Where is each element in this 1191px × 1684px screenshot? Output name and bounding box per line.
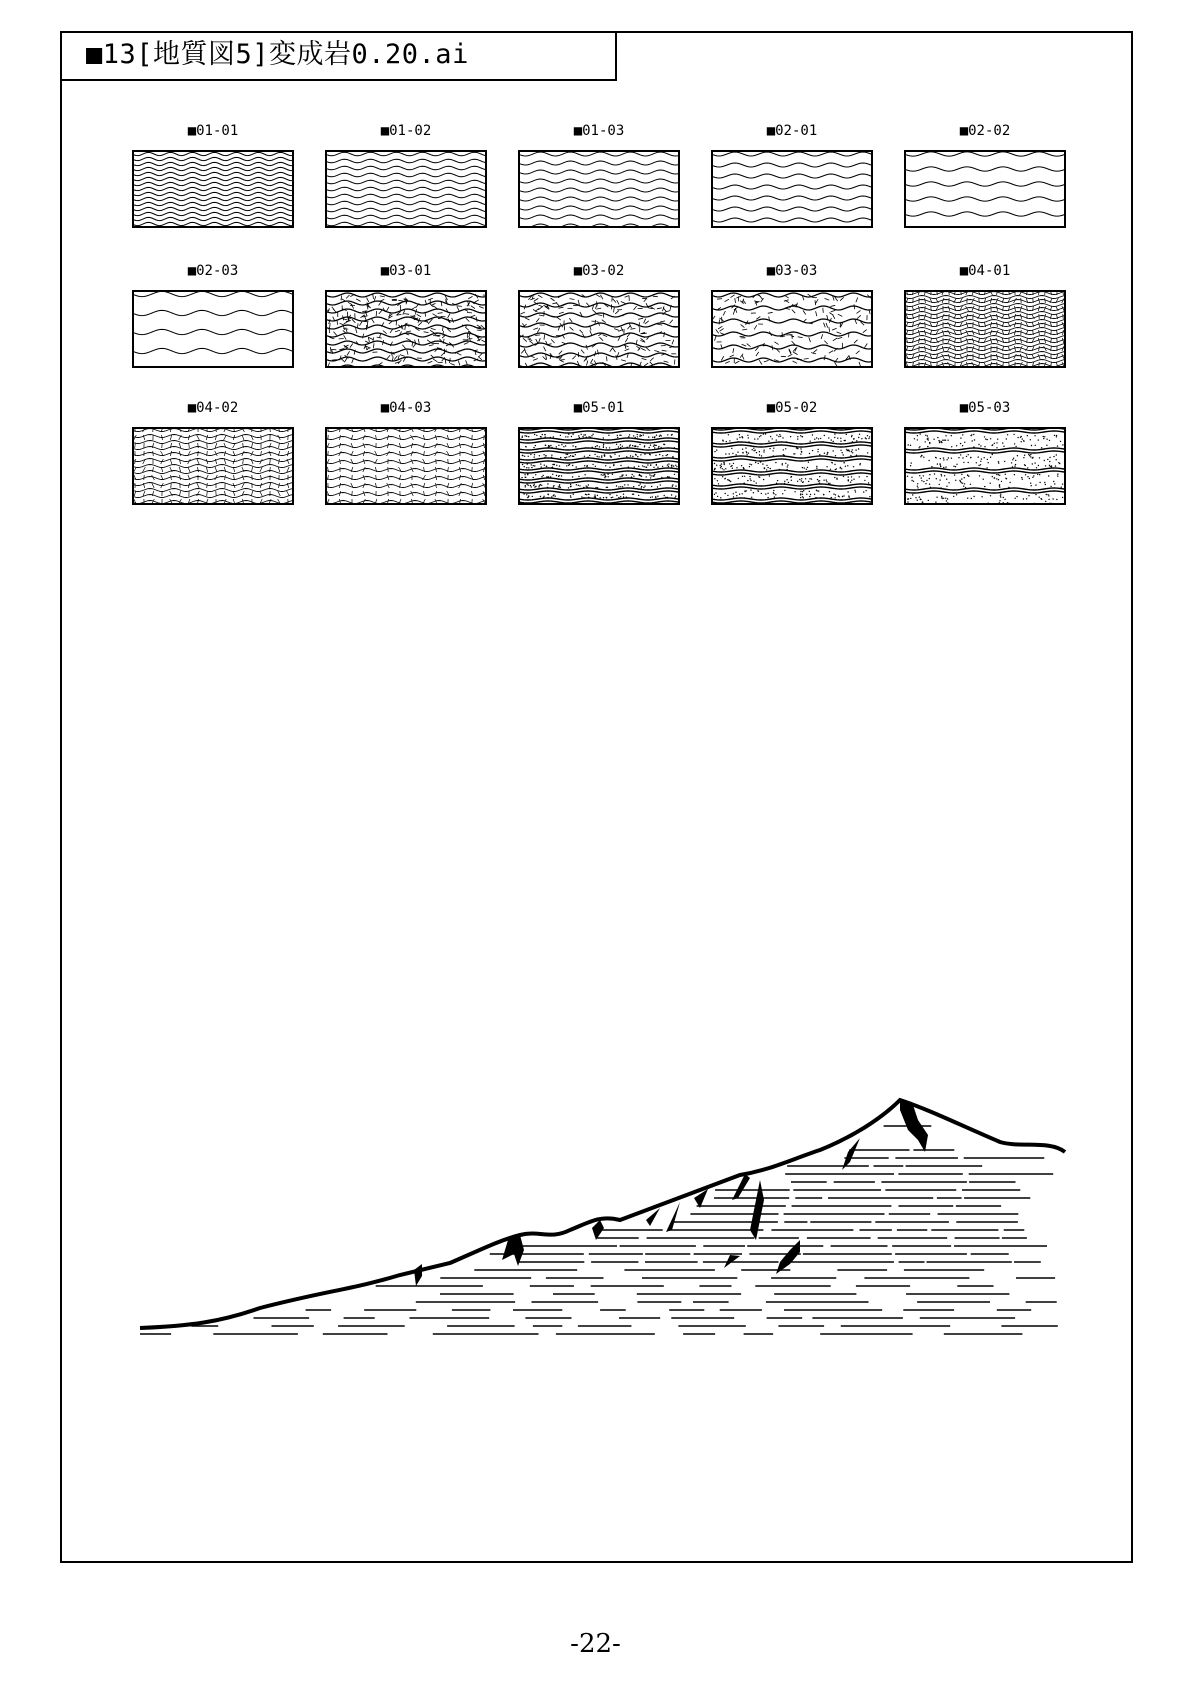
mountain-silhouette-icon — [100, 1090, 1080, 1390]
swatch-pattern-wavy-lines-with-dense-dashes — [325, 290, 487, 368]
swatch-label: ■04-03 — [380, 400, 432, 416]
swatch-pattern-sparse-wavy-crosshatch — [325, 427, 487, 505]
swatch-pattern-wavy-lines-with-dashes — [518, 290, 680, 368]
swatch-label: ■03-02 — [573, 263, 625, 279]
swatch-pattern-sparse-wavy-lines — [711, 150, 873, 228]
swatch-label: ■01-03 — [573, 123, 625, 139]
swatch-pattern-dense-wavy-lines — [132, 150, 294, 228]
swatch-label: ■05-01 — [573, 400, 625, 416]
swatch-pattern-widest-wavy-lines — [132, 290, 294, 368]
swatch-pattern-stripes-with-dots-sparse — [904, 427, 1066, 505]
swatch-pattern-dense-wavy-crosshatch — [904, 290, 1066, 368]
page-title: ■13[地質図5]変成岩0.20.ai — [86, 39, 469, 70]
swatch-label: ■05-03 — [959, 400, 1011, 416]
swatch-label: ■01-02 — [380, 123, 432, 139]
swatch-pattern-very-sparse-wavy-lines — [904, 150, 1066, 228]
swatch-label: ■01-01 — [187, 123, 239, 139]
swatch-pattern-stripes-with-dots-dense — [518, 427, 680, 505]
swatch-label: ■02-02 — [959, 123, 1011, 139]
swatch-pattern-wavy-lines-with-sparse-dashes — [711, 290, 873, 368]
swatch-pattern-wavy-lines-medium — [518, 150, 680, 228]
title-box — [60, 31, 617, 81]
swatch-pattern-wavy-lines — [325, 150, 487, 228]
swatch-label: ■03-01 — [380, 263, 432, 279]
swatch-pattern-stripes-with-dots — [711, 427, 873, 505]
swatch-label: ■04-01 — [959, 263, 1011, 279]
swatch-label: ■04-02 — [187, 400, 239, 416]
swatch-label: ■02-01 — [766, 123, 818, 139]
swatch-label: ■03-03 — [766, 263, 818, 279]
swatch-label: ■02-03 — [187, 263, 239, 279]
swatch-label: ■05-02 — [766, 400, 818, 416]
swatch-pattern-wavy-crosshatch — [132, 427, 294, 505]
page-number: -22- — [570, 1629, 621, 1659]
